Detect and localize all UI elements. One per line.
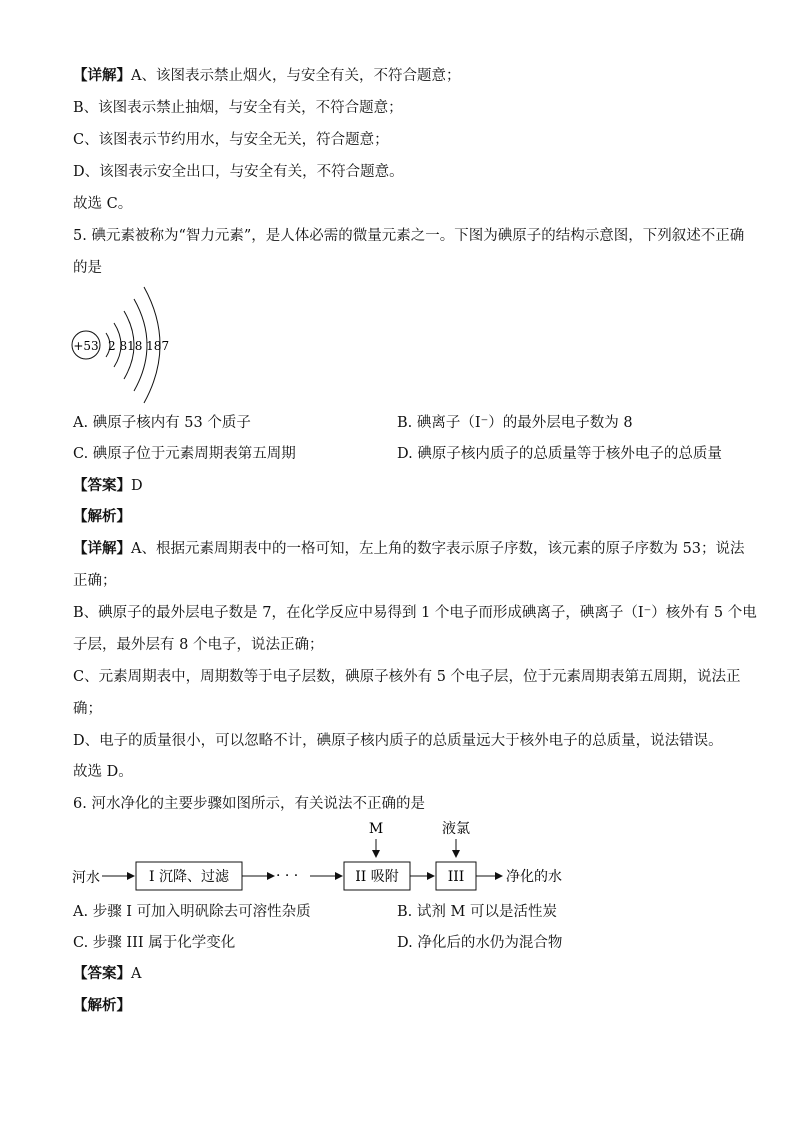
reagent-chlorine-label: 液氯 [442,821,470,837]
step-3-label: III [447,869,465,885]
q5-option-c: C. 碘原子位于元素周期表第五周期 [73,446,296,462]
q6-analysis-tag: 【解析】 [73,997,131,1014]
reagent-m-label: M [368,821,384,837]
q6-option-d: D. 净化后的水仍为混合物 [397,935,563,951]
question-5-stem: 5. 碘元素被称为“智力元素”，是人体必需的微量元素之一。下图为碘原子的结构示意图，下列叙述不正确 [73,228,745,244]
step-1-label: I 沉降、过滤 [149,869,229,885]
q6-option-a: A. 步骤 I 可加入明矾除去可溶性杂质 [73,904,311,920]
q5-detail-3: B、碘原子的最外层电子数是 7，在化学反应中易得到 1 个电子而形成碘离子，碘离子（I⁻）核外有 5 个电 [73,605,757,621]
detail-line-d: D、该图表示安全出口，与安全有关，不符合题意。 [73,164,404,180]
q5-option-b: B. 碘离子（I⁻）的最外层电子数为 8 [397,415,633,431]
answer-tag: 【答案】 [73,477,131,494]
step-2-label: II 吸附 [355,869,399,885]
detail-line-c: C、该图表示节约用水，与安全无关，符合题意； [73,132,389,148]
detail-line-a [73,66,460,86]
detail-text: A、该图表示禁止烟火，与安全有关，不符合题意； [131,68,461,84]
conclusion-line: 故选 C。 [73,196,133,212]
detail-tag: 【详解】 [73,67,131,84]
question-6-stem: 6. 河水净化的主要步骤如图所示，有关说法不正确的是 [73,796,425,812]
q5-option-d: D. 碘原子核内质子的总质量等于核外电子的总质量 [397,446,722,462]
answer-value: D [131,478,143,494]
nucleus-charge: +53 [73,339,99,353]
output-purified-water: 净化的水 [506,869,562,885]
electron-counts: 2 818 187 [108,339,170,353]
q6-option-b: B. 试剂 M 可以是活性炭 [397,904,557,920]
water-purification-flowchart [70,812,590,892]
q5-answer [73,476,143,496]
q6-option-c: C. 步骤 III 属于化学变化 [73,935,236,951]
q5-detail-4: 子层，最外层有 8 个电子，说法正确； [73,637,324,653]
q5-detail-7: D、电子的质量很小，可以忽略不计，碘原子核内质子的总质量远大于核外电子的总质量，说法错误。 [73,733,723,749]
ellipsis-dots: · · · [276,868,299,884]
detail-line-b: B、该图表示禁止抽烟，与安全有关，不符合题意； [73,100,403,116]
question-5-stem-cont: 的是 [73,260,102,276]
input-river-water: 河水 [72,870,100,886]
answer-value: A [131,966,142,982]
q5-detail-5: C、元素周期表中，周期数等于电子层数，碘原子核外有 5 个电子层，位于元素周期表第五周期，说法正 [73,669,741,685]
q6-answer [73,964,141,984]
q5-detail-8: 故选 D。 [73,764,133,780]
q5-analysis-tag: 【解析】 [73,508,131,525]
answer-tag: 【答案】 [73,965,131,982]
q5-detail-6: 确； [73,701,102,717]
detail-text: A、根据元素周期表中的一格可知，左上角的数字表示原子序数，该元素的原子序数为 53；说法 [131,541,745,557]
iodine-atom-structure-diagram [70,283,180,408]
q5-detail-1 [73,539,745,559]
q5-option-a: A. 碘原子核内有 53 个质子 [73,415,251,431]
detail-tag: 【详解】 [73,540,131,557]
q5-detail-2: 正确； [73,573,117,589]
